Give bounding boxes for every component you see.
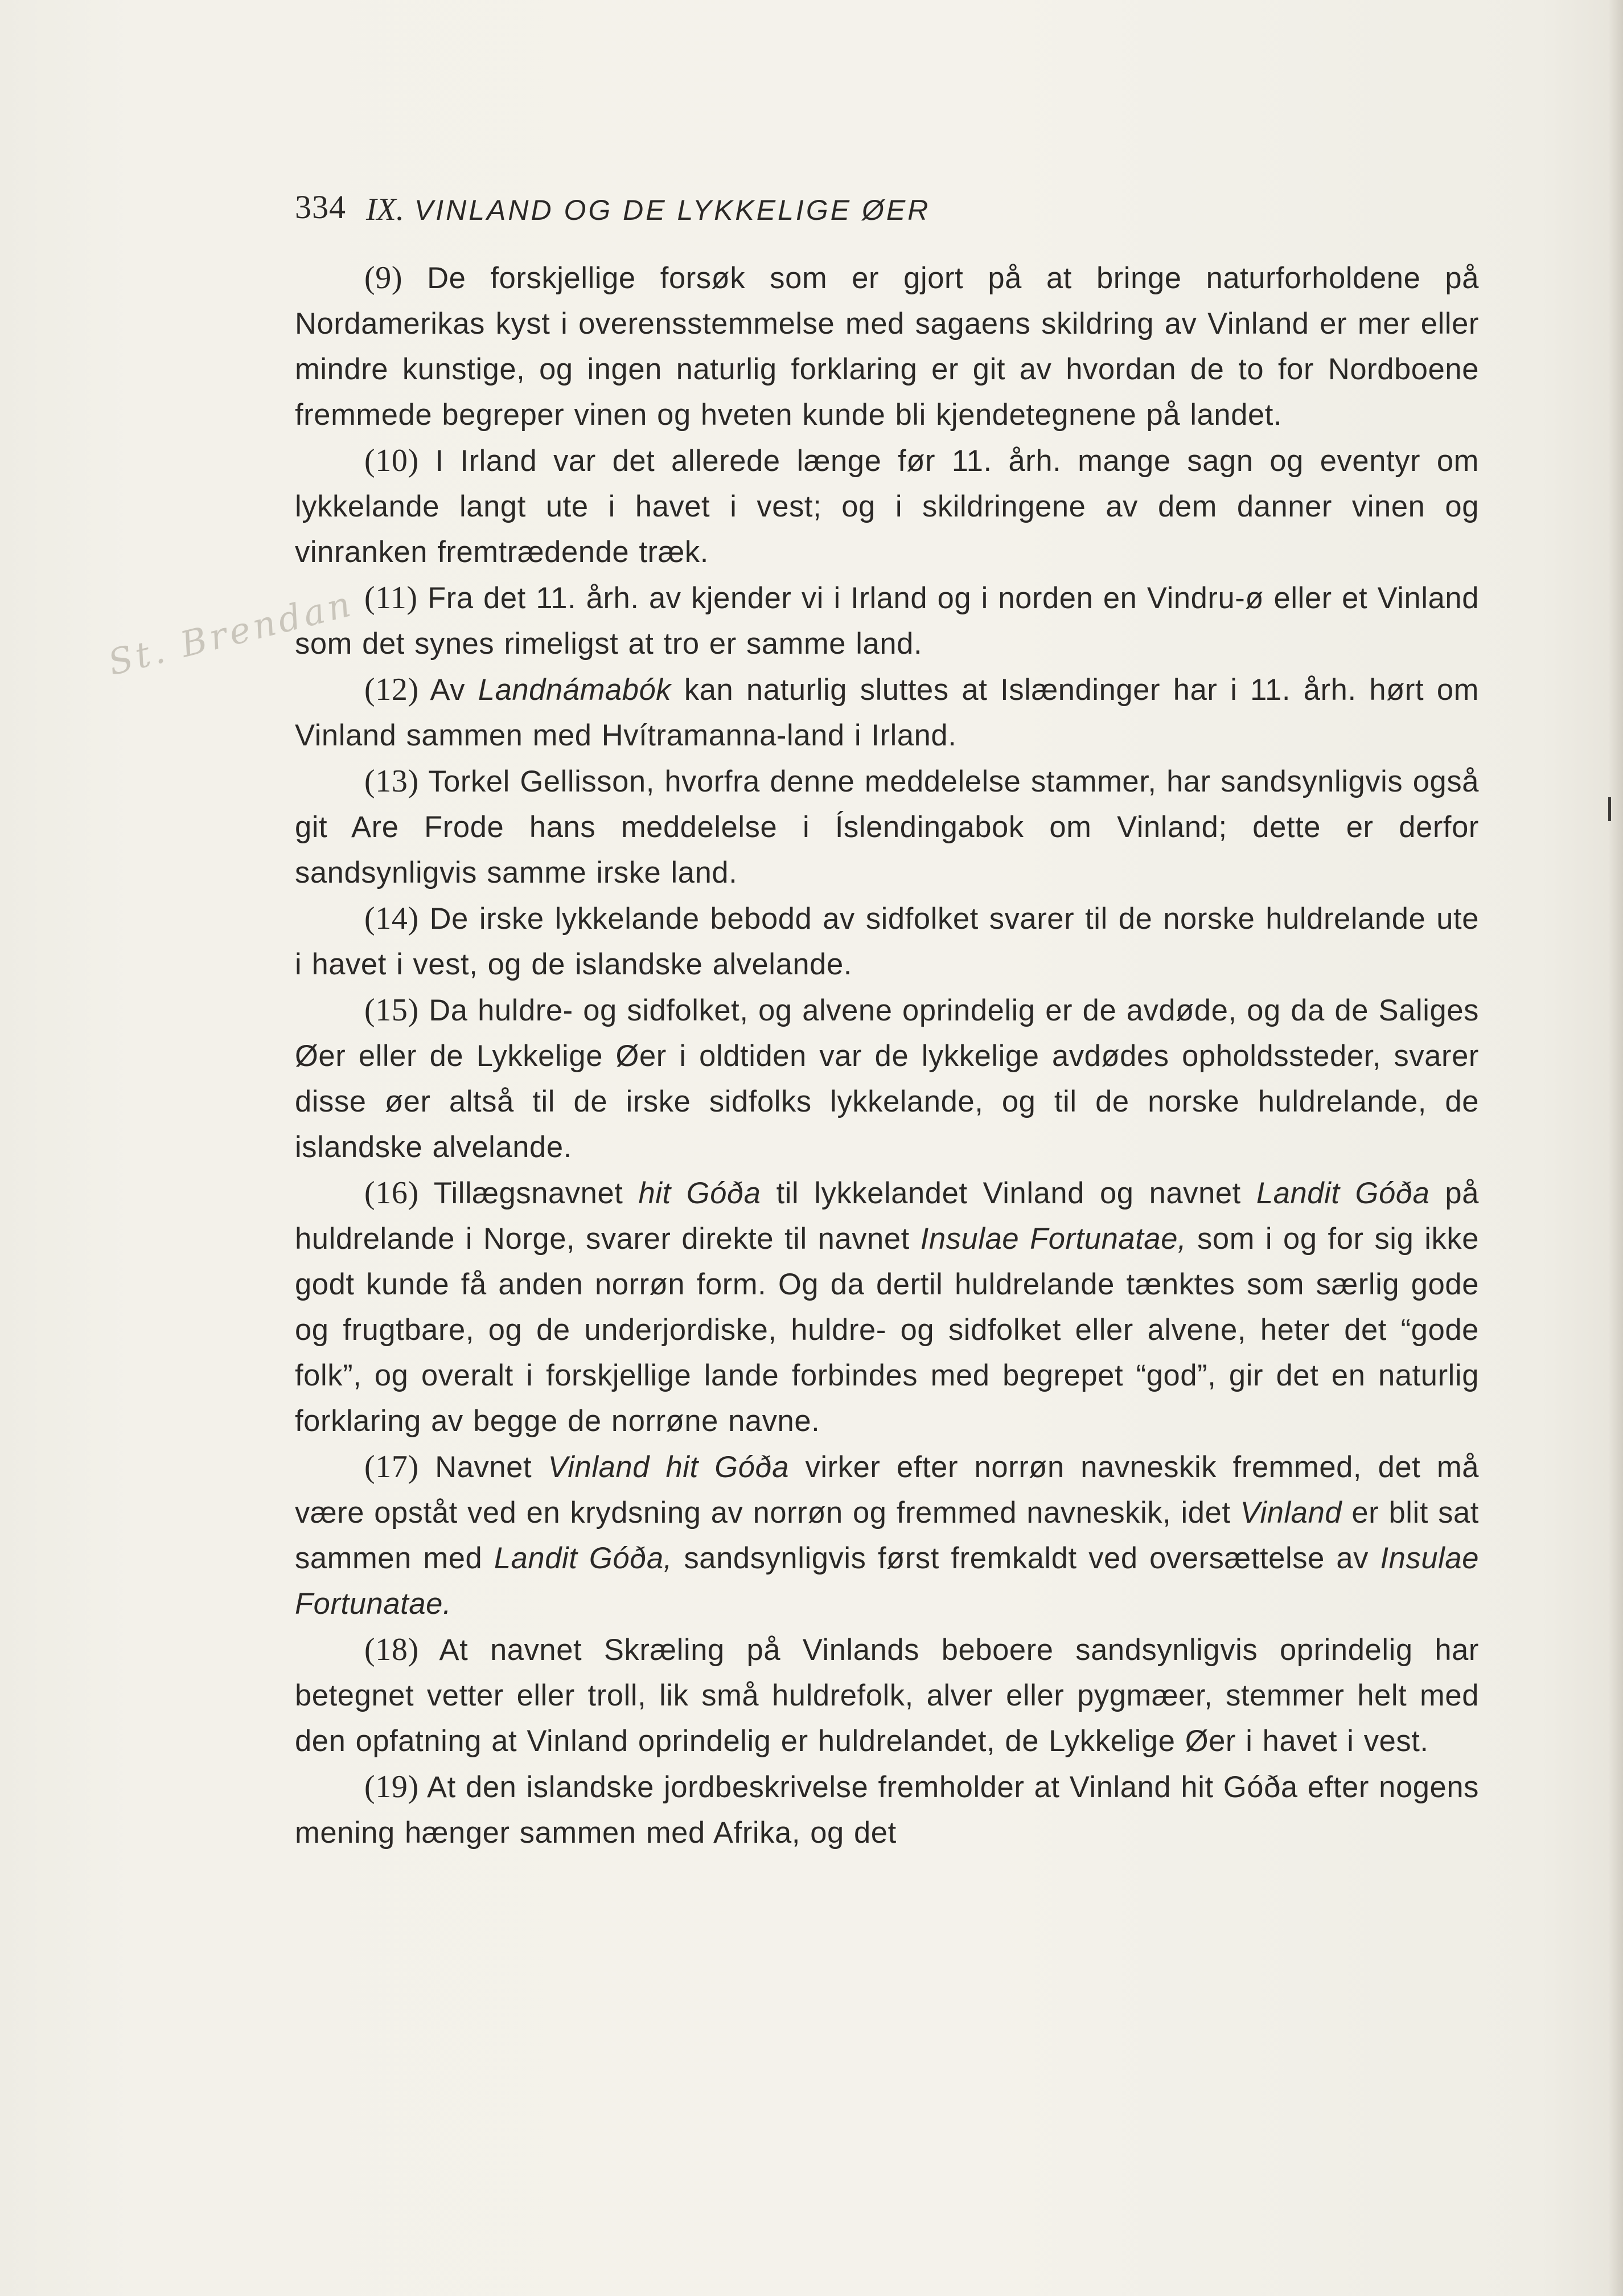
paragraph-9: [295, 255, 1479, 438]
paragraph-text: De irske lykkelande bebodd av sidfolket svarer til de norske huldrelande ute i havet i vest, og de islandske alvelande.: [295, 902, 1479, 981]
paragraph-19: [295, 1764, 1479, 1856]
page-edge-shadow: [1608, 0, 1623, 2296]
paragraph-text: Da huldre- og sidfolket, og alvene oprindelig er de avdøde, og da de Saliges Øer eller de Lykkelige Øer i oldtiden var de lykkelige avdødes opholdssteder, svarer disse øer altså til de irske sidfolks lykkelande, og til de norske huldrelande, de islandske alvelande.: [295, 994, 1479, 1164]
paragraph-text: At den islandske jordbeskrivelse fremholder at Vinland hit Góða efter nogens mening hænger sammen med Afrika, og det: [295, 1770, 1479, 1850]
paragraph-number: (10): [364, 443, 419, 478]
italic-term: hit Góða: [638, 1176, 761, 1210]
paragraph-text: til lykkelandet Vinland og navnet: [761, 1176, 1256, 1210]
paragraph-text: kan naturlig sluttes at Islændinger har i 11. årh. hørt om Vinland sammen med Hvítramanna-land i Irland.: [295, 673, 1479, 752]
handwritten-margin-note: St. Brendan: [104, 582, 358, 684]
body-text: [295, 255, 1479, 1856]
page-header: [295, 188, 1507, 233]
italic-term: Vinland hit Góða: [548, 1450, 790, 1484]
paragraph-14: [295, 896, 1479, 987]
paragraph-text: Tillægsnavnet: [418, 1176, 639, 1210]
italic-term: Landit Góða: [1256, 1176, 1430, 1210]
paragraph-text: Torkel Gellisson, hvorfra denne meddelelse stammer, har sandsynligvis også git Are Frode hans meddelelse i Íslendingabok om Vinland; dette er derfor sandsynligvis samme irske land.: [295, 765, 1479, 889]
paragraph-17: [295, 1444, 1479, 1627]
paragraph-number: (19): [364, 1769, 419, 1805]
paragraph-text: virker efter norrøn navneskik fremmed, det må være opståt ved en krydsning av norrøn og fremmed navneskik, idet: [295, 1450, 1479, 1530]
paragraph-10: [295, 438, 1479, 575]
paragraph-text: Navnet: [418, 1450, 548, 1484]
chapter-number: IX.: [366, 192, 404, 227]
page-number: 334: [295, 188, 346, 226]
paragraph-15: [295, 987, 1479, 1170]
paragraph-text: på huldrelande i Norge, svarer direkte til navnet: [295, 1176, 1480, 1256]
paragraph-12: [295, 667, 1479, 758]
paragraph-text: Fra det 11. årh. av kjender vi i Irland og i norden en Vindru-ø eller et Vinland som det synes rimeligst at tro er samme land.: [295, 581, 1479, 661]
paragraph-text: som i og for sig ikke godt kunde få anden norrøn form. Og da dertil huldrelande tænktes som særlig gode og frugtbare, og de underjordiske, huldre- og sidfolket eller alvene, heter det “gode folk”, og overalt i forskjellige lande forbindes med begrepet “god”, gir det en naturlig forklaring av begge de norrøne navne.: [295, 1222, 1479, 1438]
paragraph-number: (13): [364, 764, 419, 799]
paragraph-text: Av: [418, 673, 478, 707]
paragraph-13: [295, 758, 1479, 896]
paragraph-18: [295, 1627, 1479, 1764]
paragraph-text: De forskjellige forsøk som er gjort på at bringe naturforholdene på Nordamerikas kyst i overensstemmelse med sagaens skildring av Vinland er mer eller mindre kunstige, og ingen naturlig forklaring er git av hvordan de to for Nordboene fremmede begreper vinen og hveten kunde bli kjendetegnene på landet.: [295, 261, 1479, 432]
paragraph-number: (16): [364, 1175, 419, 1211]
italic-term: Insulae Fortunatae,: [920, 1222, 1187, 1256]
paragraph-number: (18): [364, 1632, 419, 1667]
italic-term: Insulae Fortunatae.: [295, 1541, 1479, 1621]
paragraph-text: At navnet Skræling på Vinlands beboere sandsynligvis oprindelig har betegnet vetter eller troll, lik små huldrefolk, alver eller pygmæer, stemmer helt med den opfatning at Vinland oprindelig er huldrelandet, de Lykkelige Øer i havet i vest.: [295, 1633, 1479, 1758]
paragraph-number: (17): [364, 1449, 419, 1485]
chapter-title: VINLAND OG DE LYKKELIGE ØER: [414, 194, 931, 226]
paragraph-text: sandsynligvis først fremkaldt ved oversættelse av: [672, 1541, 1380, 1575]
italic-term: Vinland: [1240, 1496, 1342, 1530]
paragraph-11: [295, 575, 1479, 667]
paragraph-text: er blit sat sammen med: [295, 1496, 1479, 1575]
paragraph-number: (11): [364, 580, 418, 616]
paragraph-text: I Irland var det allerede længe før 11. årh. mange sagn og eventyr om lykkelande langt ute i havet i vest; og i skildringene av dem danner vinen og vinranken fremtrædende træk.: [295, 444, 1479, 569]
paragraph-number: (15): [364, 993, 419, 1028]
paragraph-number: (14): [364, 901, 419, 936]
paragraph-16: [295, 1170, 1479, 1444]
italic-term: Landnámabók: [478, 673, 672, 707]
italic-term: Landit Góða,: [494, 1541, 672, 1575]
paragraph-number: (9): [364, 260, 403, 296]
running-head: [366, 191, 930, 228]
paragraph-number: (12): [364, 672, 419, 707]
